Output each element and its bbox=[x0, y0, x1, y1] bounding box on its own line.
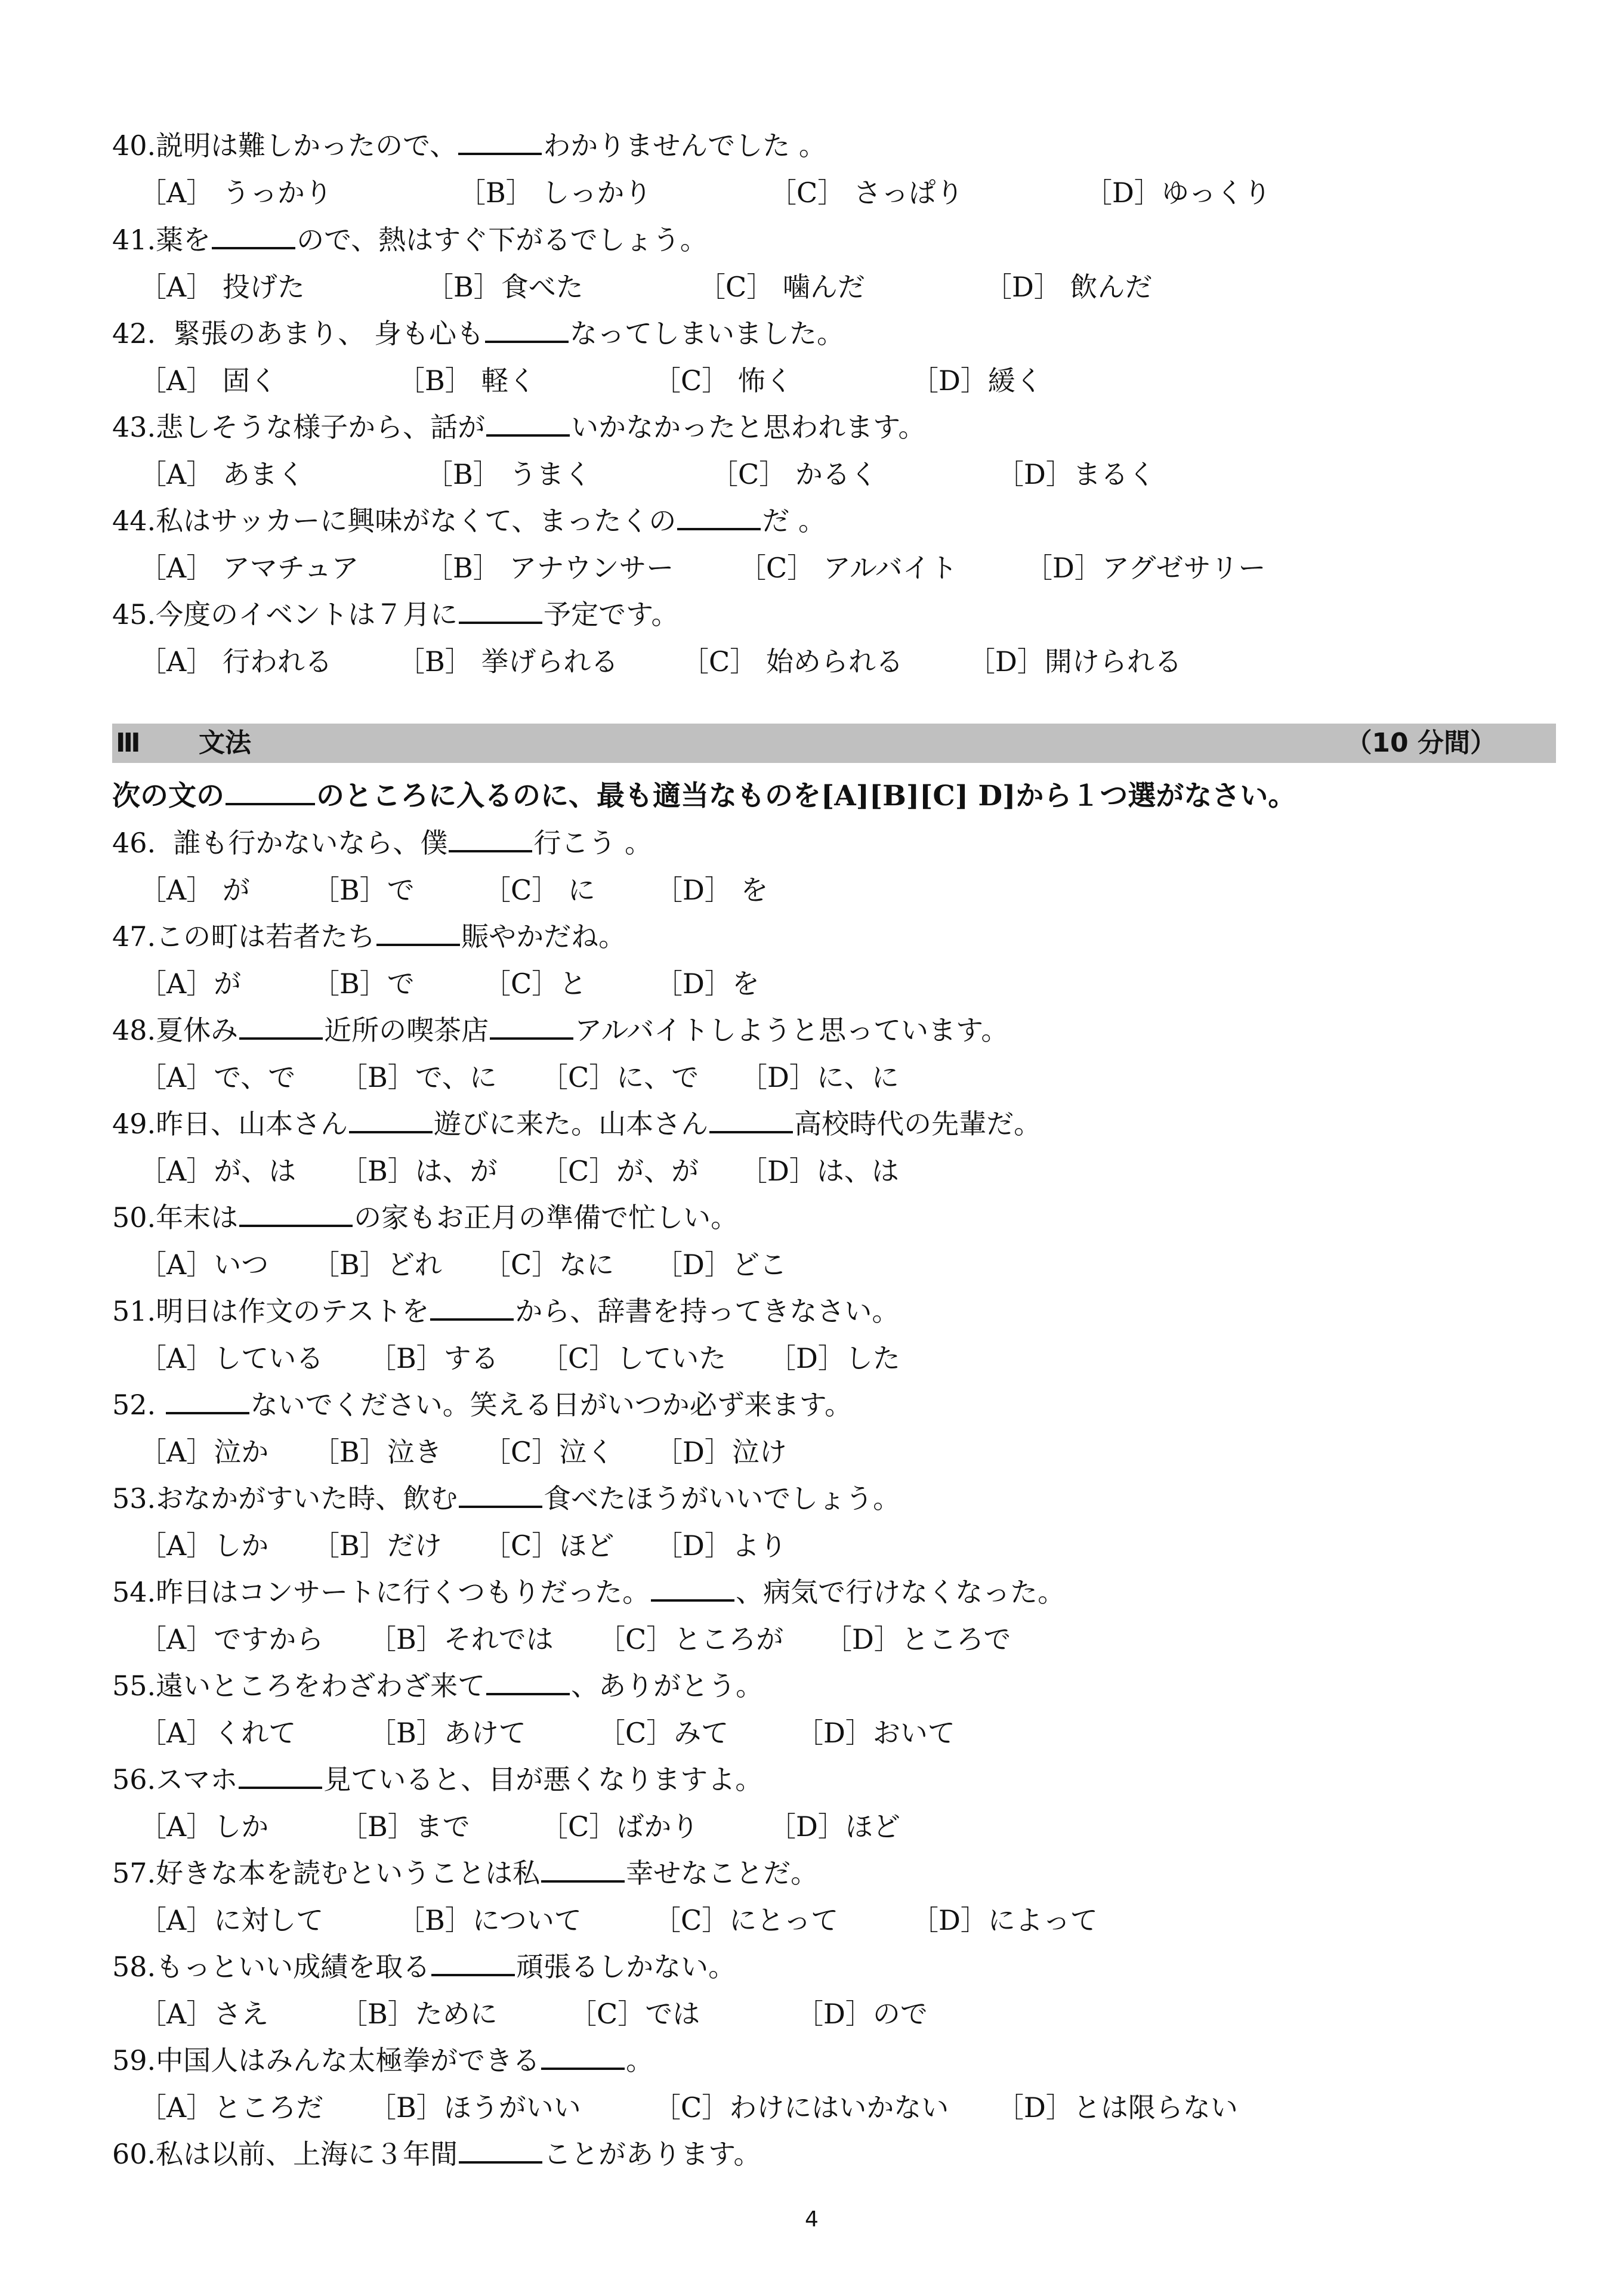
question-text-a: 48.夏休み bbox=[112, 1014, 239, 1046]
answer-option-a[interactable]: ［A］ 行われる bbox=[139, 645, 332, 678]
answer-blank[interactable] bbox=[490, 1013, 573, 1040]
answer-options bbox=[0, 363, 1624, 398]
answer-option-d[interactable]: ［D］ところで bbox=[825, 1623, 1011, 1655]
answer-option-b[interactable]: ［B］で bbox=[312, 968, 415, 1000]
answer-blank[interactable] bbox=[677, 504, 761, 530]
question-text-a: 55.遠いところをわざわざ来て bbox=[112, 1670, 486, 1702]
section-header-bar bbox=[112, 724, 1556, 763]
answer-blank[interactable] bbox=[458, 129, 542, 155]
question-stem bbox=[112, 1106, 1041, 1142]
answer-option-d[interactable]: ［D］を bbox=[655, 968, 759, 1000]
answer-option-a[interactable]: ［A］に対して bbox=[139, 1904, 324, 1936]
question-text-a: 44.私はサッカーに興味がなくて、まったくの bbox=[112, 505, 677, 537]
answer-options bbox=[0, 550, 1624, 586]
question-text-a: 56.スマホ bbox=[112, 1763, 238, 1796]
section-number: Ⅲ bbox=[116, 728, 141, 758]
answer-option-a[interactable]: ［A］で、で bbox=[139, 1061, 296, 1093]
answer-option-b[interactable]: ［B］ アナウンサー bbox=[425, 552, 674, 584]
answer-option-d[interactable]: ［D］ゆっくり bbox=[1085, 177, 1271, 209]
answer-option-a[interactable]: ［A］泣か bbox=[139, 1436, 269, 1468]
question-text-c: アルバイトしようと思っています。 bbox=[575, 1014, 1009, 1046]
question-stem bbox=[112, 222, 708, 258]
answer-option-d[interactable]: ［D］アグゼサリー bbox=[1025, 552, 1266, 584]
answer-option-c[interactable]: ［C］ に bbox=[483, 874, 595, 906]
answer-option-c[interactable]: ［C］ さっぱり bbox=[769, 177, 964, 209]
answer-blank[interactable] bbox=[166, 1388, 249, 1414]
answer-options bbox=[0, 456, 1624, 492]
answer-option-a[interactable]: ［A］ 投げた bbox=[139, 271, 305, 303]
answer-option-b[interactable]: ［B］ 挙げられる bbox=[397, 645, 619, 678]
question-stem bbox=[112, 1200, 738, 1235]
answer-blank bbox=[226, 779, 315, 805]
answer-blank[interactable] bbox=[486, 410, 570, 437]
answer-blank[interactable] bbox=[349, 1107, 433, 1133]
question-stem bbox=[112, 1481, 900, 1516]
answer-option-b[interactable]: ［B］それでは bbox=[369, 1623, 554, 1655]
answer-option-c[interactable]: ［C］泣く bbox=[483, 1436, 615, 1468]
question-text-b: 食べたほうがいいでしょう。 bbox=[544, 1482, 901, 1515]
answer-blank[interactable] bbox=[541, 2044, 625, 2070]
answer-option-c[interactable]: ［C］ 噛んだ bbox=[698, 271, 865, 303]
answer-blank[interactable] bbox=[459, 2137, 542, 2164]
answer-blank[interactable] bbox=[212, 223, 295, 249]
answer-option-b[interactable]: ［B］について bbox=[397, 1904, 582, 1936]
answer-option-d[interactable]: ［D］開けられる bbox=[968, 645, 1182, 678]
answer-option-b[interactable]: ［B］ほうがいい bbox=[369, 2091, 581, 2124]
question-text-b: なってしまいました。 bbox=[570, 317, 845, 350]
answer-blank[interactable] bbox=[541, 1856, 625, 1883]
question-text-b: 。 bbox=[626, 2044, 654, 2076]
answer-option-d[interactable]: ［D］ を bbox=[655, 874, 768, 906]
page-number: 4 bbox=[805, 2207, 819, 2232]
answer-option-c[interactable]: ［C］が、が bbox=[541, 1155, 699, 1187]
instruction-text-start: 次の文の bbox=[112, 780, 224, 812]
question-stem bbox=[112, 2042, 653, 2078]
answer-options bbox=[0, 1715, 1624, 1751]
answer-blank[interactable] bbox=[430, 1294, 514, 1321]
answer-option-d[interactable]: ［D］より bbox=[655, 1529, 787, 1562]
answer-option-d[interactable]: ［D］緩く bbox=[911, 364, 1043, 397]
answer-option-b[interactable]: ［B］は、が bbox=[340, 1155, 498, 1187]
question-text-b: ので、熱はすぐ下がるでしょう。 bbox=[297, 224, 708, 256]
question-text-b: 予定です。 bbox=[544, 598, 679, 631]
answer-option-c[interactable]: ［C］に、で bbox=[541, 1061, 699, 1093]
answer-options bbox=[0, 2090, 1624, 2125]
question-text-b: 見ていると、目が悪くなりますよ。 bbox=[323, 1763, 763, 1796]
answer-options bbox=[0, 1247, 1624, 1283]
question-stem bbox=[112, 1949, 736, 1985]
question-text-a: 58.もっといい成績を取る bbox=[112, 1951, 431, 1983]
question-text-b: 頑張るしかない。 bbox=[516, 1951, 736, 1983]
answer-option-b[interactable]: ［B］で、に bbox=[340, 1061, 497, 1093]
answer-option-a[interactable]: ［A］ あまく bbox=[139, 458, 305, 490]
question-stem bbox=[112, 409, 925, 445]
answer-option-a[interactable]: ［A］が bbox=[139, 968, 242, 1000]
answer-option-c[interactable]: ［C］ アルバイト bbox=[739, 552, 958, 584]
question-text-b: 近所の喫茶店 bbox=[324, 1014, 489, 1046]
question-stem bbox=[112, 1668, 763, 1704]
answer-options bbox=[0, 966, 1624, 1002]
question-text-b: の家もお正月の準備で忙しい。 bbox=[354, 1201, 739, 1234]
answer-option-c[interactable]: ［C］ 始められる bbox=[681, 645, 903, 678]
answer-option-c[interactable]: ［C］にとって bbox=[653, 1904, 839, 1936]
section-title: 文法 bbox=[199, 728, 251, 758]
answer-option-a[interactable]: ［A］ところだ bbox=[139, 2091, 324, 2124]
answer-options bbox=[0, 1059, 1624, 1095]
question-text-a: 52. bbox=[112, 1389, 165, 1421]
question-stem bbox=[112, 1762, 762, 1797]
answer-option-d[interactable]: ［D］ほど bbox=[768, 1810, 900, 1843]
answer-option-a[interactable]: ［A］ うっかり bbox=[139, 177, 332, 209]
question-text-a: 45.今度のイベントは７月に bbox=[112, 598, 458, 631]
section-time: （10 分間） bbox=[1345, 728, 1496, 758]
answer-options bbox=[0, 1528, 1624, 1563]
answer-blank[interactable] bbox=[376, 920, 460, 946]
answer-option-a[interactable]: ［A］いつ bbox=[139, 1249, 269, 1281]
question-text-a: 53.おなかがすいた時、飲む bbox=[112, 1482, 458, 1515]
answer-option-b[interactable]: ［B］で bbox=[312, 874, 415, 906]
question-stem bbox=[112, 1012, 1008, 1048]
answer-blank[interactable] bbox=[239, 1201, 353, 1227]
answer-option-a[interactable]: ［A］が、は bbox=[139, 1155, 297, 1187]
answer-option-d[interactable]: ［D］によって bbox=[911, 1904, 1098, 1936]
question-text-c: 高校時代の先輩だ。 bbox=[794, 1108, 1042, 1140]
answer-options bbox=[0, 1809, 1624, 1844]
answer-options bbox=[0, 1902, 1624, 1938]
answer-option-b[interactable]: ［B］ うまく bbox=[425, 458, 592, 490]
answer-options bbox=[0, 1434, 1624, 1470]
answer-option-c[interactable]: ［C］では bbox=[569, 1998, 700, 2030]
question-text-b: 、ありがとう。 bbox=[571, 1670, 764, 1702]
question-text-a: 54.昨日はコンサートに行くつもりだった。 bbox=[112, 1576, 650, 1608]
answer-options bbox=[0, 644, 1624, 679]
answer-option-a[interactable]: ［A］さえ bbox=[139, 1998, 269, 2030]
answer-option-a[interactable]: ［A］くれて bbox=[139, 1717, 297, 1749]
answer-option-d[interactable]: ［D］は、は bbox=[740, 1155, 899, 1187]
question-text-b: いかなかったと思われます。 bbox=[571, 411, 926, 443]
question-text-a: 50.年末は bbox=[112, 1201, 239, 1234]
answer-option-a[interactable]: ［A］ですから bbox=[139, 1623, 324, 1655]
answer-option-c[interactable]: ［C］と bbox=[483, 968, 587, 1000]
answer-option-b[interactable]: ［B］する bbox=[369, 1342, 499, 1374]
answer-option-c[interactable]: ［C］ 怖く bbox=[653, 364, 793, 397]
answer-option-c[interactable]: ［C］ところが bbox=[598, 1623, 784, 1655]
question-text-b: 賑やかだね。 bbox=[461, 920, 626, 953]
answer-option-d[interactable]: ［D］に、に bbox=[740, 1061, 899, 1093]
section-instruction bbox=[112, 778, 1296, 814]
answer-option-d[interactable]: ［D］まるく bbox=[996, 458, 1156, 490]
answer-option-a[interactable]: ［A］ アマチュア bbox=[139, 552, 359, 584]
question-text-b: ことがあります。 bbox=[544, 2138, 761, 2170]
question-text-a: 47.この町は若者たち bbox=[112, 920, 376, 953]
question-text-a: 41.薬を bbox=[112, 224, 211, 256]
answer-option-a[interactable]: ［A］しか bbox=[139, 1529, 269, 1562]
question-text-a: 40.説明は難しかったので、 bbox=[112, 129, 458, 162]
answer-option-d[interactable]: ［D］どこ bbox=[655, 1249, 787, 1281]
question-stem bbox=[112, 1387, 852, 1423]
answer-options bbox=[0, 872, 1624, 908]
question-text-a: 46. 誰も行かないなら、僕 bbox=[112, 827, 448, 859]
answer-option-a[interactable]: ［A］している bbox=[139, 1342, 324, 1374]
question-stem bbox=[112, 1574, 1065, 1610]
question-text-b: 遊びに来た。山本さん bbox=[434, 1108, 709, 1140]
answer-option-c[interactable]: ［C］ばかり bbox=[541, 1810, 699, 1843]
answer-option-a[interactable]: ［A］ 固く bbox=[139, 364, 277, 397]
question-text-a: 57.好きな本を読むということは私 bbox=[112, 1857, 541, 1889]
answer-blank[interactable] bbox=[709, 1107, 793, 1133]
answer-option-c[interactable]: ［C］していた bbox=[541, 1342, 727, 1374]
answer-options bbox=[0, 175, 1624, 211]
answer-blank[interactable] bbox=[239, 1763, 322, 1789]
answer-option-b[interactable]: ［B］食べた bbox=[426, 271, 583, 303]
answer-blank[interactable] bbox=[449, 826, 532, 852]
question-text-b: ないでください。笑える日がいつか必ず来ます。 bbox=[250, 1389, 853, 1421]
answer-option-b[interactable]: ［B］どれ bbox=[312, 1249, 442, 1281]
answer-option-a[interactable]: ［A］ が bbox=[139, 874, 250, 906]
answer-blank[interactable] bbox=[239, 1013, 323, 1040]
answer-option-d[interactable]: ［D］おいて bbox=[796, 1717, 955, 1749]
answer-option-b[interactable]: ［B］ しっかり bbox=[458, 177, 652, 209]
answer-option-c[interactable]: ［C］わけにはいかない bbox=[653, 2091, 949, 2124]
answer-blank[interactable] bbox=[431, 1950, 515, 1976]
question-stem bbox=[112, 128, 826, 163]
answer-option-c[interactable]: ［C］ かるく bbox=[711, 458, 878, 490]
question-text-b: から、辞書を持ってきなさい。 bbox=[515, 1295, 900, 1327]
answer-option-d[interactable]: ［D］ 飲んだ bbox=[984, 271, 1153, 303]
answer-options bbox=[0, 1340, 1624, 1376]
answer-options bbox=[0, 1996, 1624, 2032]
answer-option-b[interactable]: ［B］ 軽く bbox=[397, 364, 536, 397]
question-text-b: 行こう 。 bbox=[533, 827, 653, 859]
instruction-text-end: のところに入るのに、最も適当なものを[A][B][C] D]から１つ選がなさい。 bbox=[316, 780, 1296, 812]
answer-options bbox=[0, 269, 1624, 305]
answer-option-b[interactable]: ［B］ために bbox=[340, 1998, 498, 2030]
answer-option-d[interactable]: ［D］とは限らない bbox=[996, 2091, 1238, 2124]
answer-options bbox=[0, 1153, 1624, 1189]
question-text-a: 43.悲しそうな様子から、話が bbox=[112, 411, 486, 443]
answer-option-b[interactable]: ［B］だけ bbox=[312, 1529, 442, 1562]
answer-blank[interactable] bbox=[459, 1482, 542, 1508]
answer-option-c[interactable]: ［C］なに bbox=[483, 1249, 615, 1281]
answer-option-d[interactable]: ［D］ので bbox=[796, 1998, 928, 2030]
question-text-b: だ 。 bbox=[762, 505, 826, 537]
question-stem bbox=[112, 825, 652, 861]
question-text-a: 49.昨日、山本さん bbox=[112, 1108, 348, 1140]
answer-option-a[interactable]: ［A］しか bbox=[139, 1810, 269, 1843]
answer-blank[interactable] bbox=[485, 317, 569, 343]
question-stem bbox=[112, 503, 826, 539]
question-text-b: 幸せなことだ。 bbox=[626, 1857, 819, 1889]
answer-blank[interactable] bbox=[486, 1669, 570, 1695]
answer-blank[interactable] bbox=[651, 1575, 734, 1602]
answer-option-b[interactable]: ［B］泣き bbox=[312, 1436, 442, 1468]
question-text-b: 、病気で行けなくなった。 bbox=[736, 1576, 1066, 1608]
answer-option-d[interactable]: ［D］泣け bbox=[655, 1436, 787, 1468]
question-stem bbox=[112, 597, 678, 632]
answer-option-b[interactable]: ［B］あけて bbox=[369, 1717, 526, 1749]
question-stem bbox=[112, 1855, 818, 1891]
question-stem bbox=[112, 1293, 899, 1329]
answer-option-c[interactable]: ［C］ほど bbox=[483, 1529, 615, 1562]
question-text-a: 60.私は以前、上海に３年間 bbox=[112, 2138, 458, 2170]
question-text-a: 59.中国人はみんな太極拳ができる bbox=[112, 2044, 541, 2076]
question-text-b: わかりませんでした 。 bbox=[543, 129, 826, 162]
question-text-a: 42. 緊張のあまり、 身も心も bbox=[112, 317, 484, 350]
answer-option-c[interactable]: ［C］みて bbox=[598, 1717, 729, 1749]
question-text-a: 51.明日は作文のテストを bbox=[112, 1295, 430, 1327]
question-stem bbox=[112, 919, 626, 954]
answer-option-d[interactable]: ［D］した bbox=[768, 1342, 900, 1374]
answer-option-b[interactable]: ［B］まで bbox=[340, 1810, 470, 1843]
question-stem bbox=[112, 2136, 761, 2172]
question-stem bbox=[112, 316, 844, 351]
answer-options bbox=[0, 1621, 1624, 1657]
answer-blank[interactable] bbox=[459, 598, 542, 624]
